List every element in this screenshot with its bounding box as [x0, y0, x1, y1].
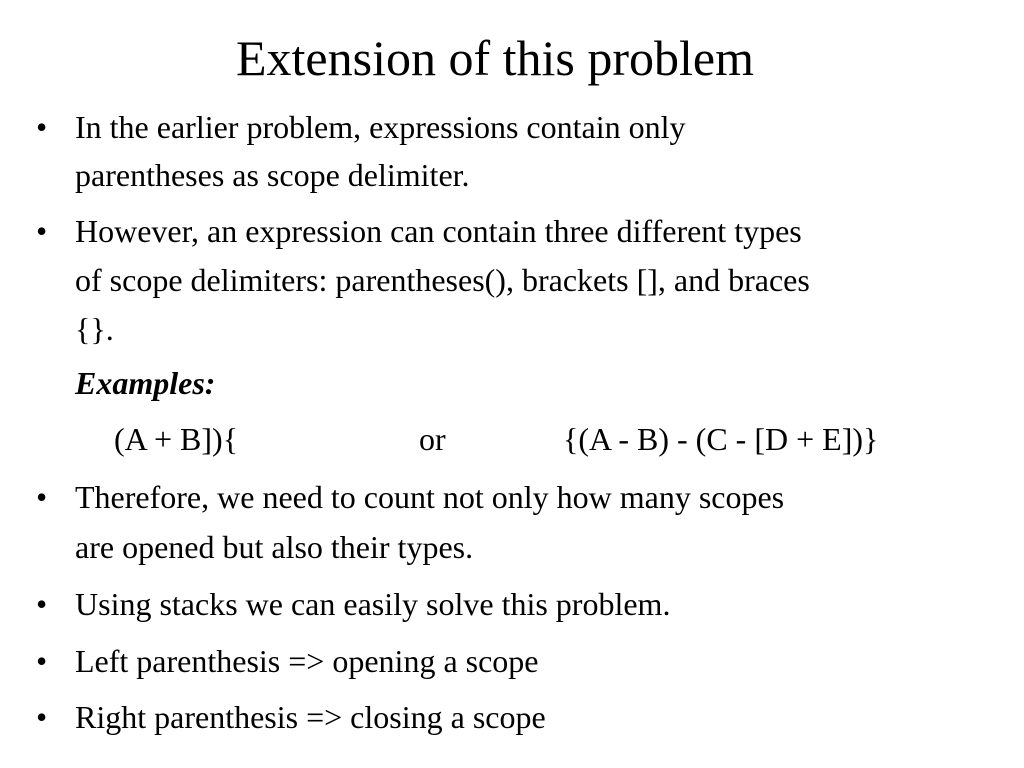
bullet-marker: • [36, 213, 48, 249]
bullet-marker: • [36, 699, 48, 735]
bullet-2-line-1: However, an expression can contain three different types [75, 213, 802, 249]
bullet-marker: • [36, 643, 48, 679]
bullet-marker: • [36, 479, 48, 515]
bullet-3-line-1: Therefore, we need to count not only how many scopes [75, 479, 785, 515]
example-separator: or [419, 421, 446, 457]
bullet-5-line-1: Left parenthesis => opening a scope [75, 643, 539, 679]
bullet-1-line-1: In the earlier problem, expressions contain only [75, 109, 686, 145]
bullet-3-line-2: are opened but also their types. [75, 529, 474, 565]
slide-title: Extension of this problem [236, 30, 754, 86]
example-2: {(A - B) - (C - [D + E])} [563, 421, 879, 457]
example-1: (A + B]){ [114, 421, 239, 457]
bullet-marker: • [36, 109, 48, 145]
bullet-marker: • [36, 586, 48, 622]
examples-label: Examples: [75, 365, 216, 401]
bullet-1-line-2: parentheses as scope delimiter. [75, 157, 470, 193]
bullet-2-line-2: of scope delimiters: parentheses(), brackets [], and braces [75, 262, 810, 298]
bullet-6-line-1: Right parenthesis => closing a scope [75, 699, 546, 735]
bullet-2-line-3: {}. [75, 311, 114, 347]
bullet-4-line-1: Using stacks we can easily solve this problem. [75, 586, 671, 622]
